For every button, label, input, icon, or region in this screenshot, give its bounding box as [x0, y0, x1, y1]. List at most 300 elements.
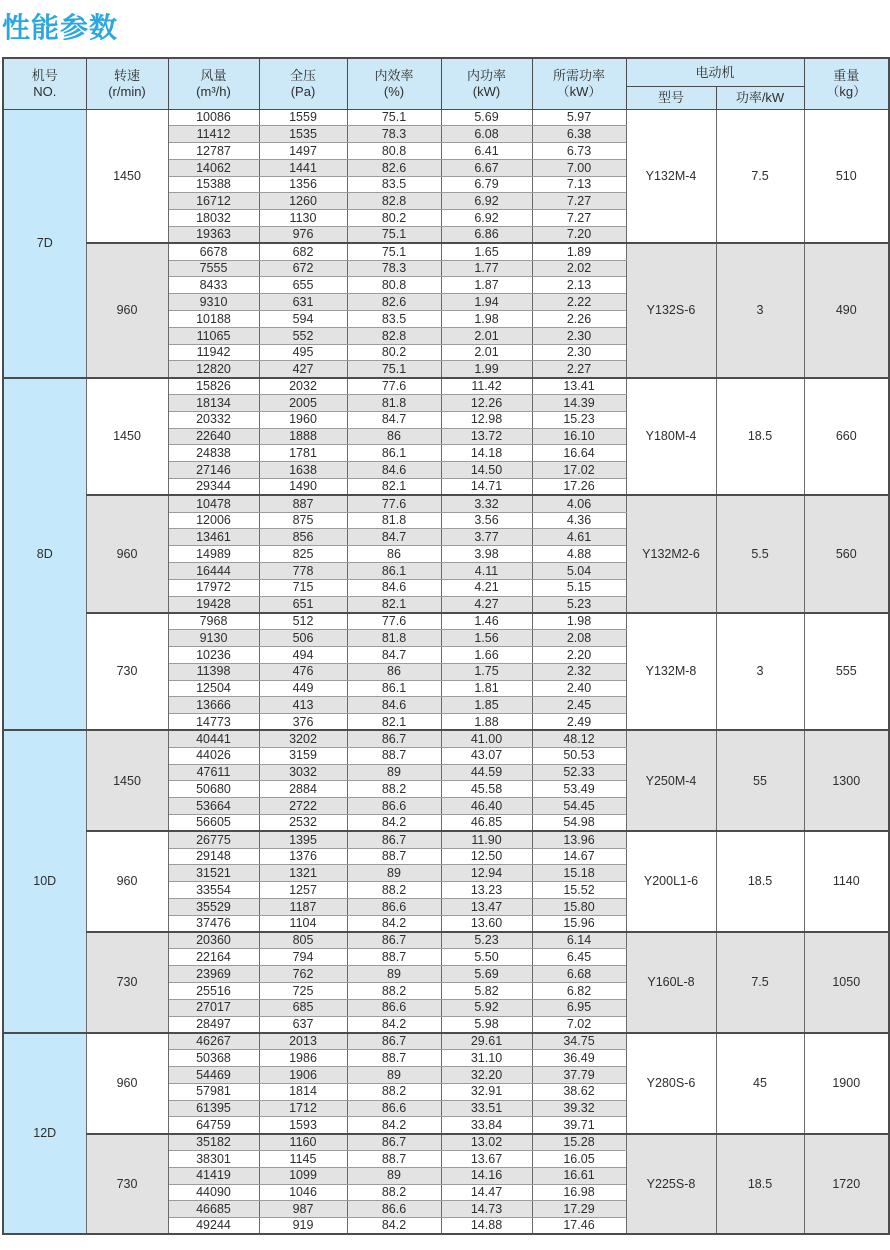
required-power-cell: 50.53 [532, 747, 626, 764]
internal-power-cell: 5.50 [441, 949, 532, 966]
pressure-cell: 805 [259, 932, 347, 949]
required-power-cell: 2.32 [532, 663, 626, 680]
efficiency-cell: 84.6 [347, 697, 441, 714]
airflow-cell: 47611 [168, 764, 259, 781]
efficiency-cell: 82.8 [347, 327, 441, 344]
internal-power-cell: 46.85 [441, 814, 532, 831]
efficiency-cell: 84.6 [347, 579, 441, 596]
weight-cell: 1140 [804, 831, 889, 932]
internal-power-cell: 12.50 [441, 848, 532, 865]
required-power-cell: 17.46 [532, 1218, 626, 1235]
pressure-cell: 3159 [259, 747, 347, 764]
motor-model-cell: Y132M-8 [626, 613, 716, 731]
efficiency-cell: 75.1 [347, 243, 441, 260]
airflow-cell: 10236 [168, 647, 259, 664]
efficiency-cell: 82.6 [347, 294, 441, 311]
internal-power-cell: 3.56 [441, 512, 532, 529]
internal-power-cell: 12.94 [441, 865, 532, 882]
efficiency-cell: 84.7 [347, 647, 441, 664]
motor-power-cell: 5.5 [716, 495, 804, 613]
header-pressure: 全压 (Pa) [259, 58, 347, 109]
efficiency-cell: 86 [347, 428, 441, 445]
efficiency-cell: 86 [347, 546, 441, 563]
motor-model-cell: Y225S-8 [626, 1134, 716, 1235]
internal-power-cell: 5.92 [441, 999, 532, 1016]
internal-power-cell: 14.50 [441, 462, 532, 479]
motor-power-cell: 18.5 [716, 378, 804, 496]
pressure-cell: 1781 [259, 445, 347, 462]
pressure-cell: 1356 [259, 176, 347, 193]
internal-power-cell: 12.98 [441, 411, 532, 428]
airflow-cell: 35182 [168, 1134, 259, 1151]
motor-power-cell: 7.5 [716, 932, 804, 1033]
speed-cell: 730 [86, 1134, 168, 1235]
pressure-cell: 2884 [259, 781, 347, 798]
required-power-cell: 2.40 [532, 680, 626, 697]
internal-power-cell: 4.21 [441, 579, 532, 596]
pressure-cell: 1986 [259, 1050, 347, 1067]
required-power-cell: 5.04 [532, 563, 626, 580]
pressure-cell: 1187 [259, 898, 347, 915]
required-power-cell: 6.14 [532, 932, 626, 949]
required-power-cell: 52.33 [532, 764, 626, 781]
weight-cell: 1050 [804, 932, 889, 1033]
internal-power-cell: 6.92 [441, 193, 532, 210]
pressure-cell: 1814 [259, 1083, 347, 1100]
motor-power-cell: 55 [716, 730, 804, 831]
required-power-cell: 16.61 [532, 1167, 626, 1184]
airflow-cell: 50680 [168, 781, 259, 798]
efficiency-cell: 77.6 [347, 378, 441, 395]
internal-power-cell: 31.10 [441, 1050, 532, 1067]
airflow-cell: 18032 [168, 210, 259, 227]
efficiency-cell: 80.8 [347, 143, 441, 160]
airflow-cell: 46267 [168, 1033, 259, 1050]
required-power-cell: 5.23 [532, 596, 626, 613]
efficiency-cell: 88.7 [347, 1150, 441, 1167]
pressure-cell: 449 [259, 680, 347, 697]
motor-model-cell: Y280S-6 [626, 1033, 716, 1134]
internal-power-cell: 1.65 [441, 243, 532, 260]
efficiency-cell: 84.2 [347, 1016, 441, 1033]
pressure-cell: 1593 [259, 1117, 347, 1134]
required-power-cell: 7.13 [532, 176, 626, 193]
efficiency-cell: 86.1 [347, 563, 441, 580]
pressure-cell: 376 [259, 714, 347, 731]
efficiency-cell: 78.3 [347, 260, 441, 277]
airflow-cell: 18134 [168, 395, 259, 412]
efficiency-cell: 86.7 [347, 1134, 441, 1151]
airflow-cell: 35529 [168, 898, 259, 915]
efficiency-cell: 75.1 [347, 227, 441, 244]
required-power-cell: 16.98 [532, 1184, 626, 1201]
pressure-cell: 976 [259, 227, 347, 244]
motor-power-cell: 3 [716, 613, 804, 731]
airflow-cell: 11412 [168, 126, 259, 143]
airflow-cell: 54469 [168, 1066, 259, 1083]
airflow-cell: 25516 [168, 982, 259, 999]
required-power-cell: 16.64 [532, 445, 626, 462]
header-airflow: 风量 (m³/h) [168, 58, 259, 109]
airflow-cell: 9130 [168, 630, 259, 647]
airflow-cell: 61395 [168, 1100, 259, 1117]
airflow-cell: 27017 [168, 999, 259, 1016]
efficiency-cell: 88.7 [347, 848, 441, 865]
airflow-cell: 13461 [168, 529, 259, 546]
required-power-cell: 48.12 [532, 730, 626, 747]
pressure-cell: 495 [259, 344, 347, 361]
required-power-cell: 54.45 [532, 798, 626, 815]
efficiency-cell: 86 [347, 663, 441, 680]
model-no-cell: 8D [3, 378, 86, 731]
efficiency-cell: 89 [347, 1066, 441, 1083]
required-power-cell: 17.29 [532, 1201, 626, 1218]
pressure-cell: 413 [259, 697, 347, 714]
required-power-cell: 15.52 [532, 882, 626, 899]
airflow-cell: 15826 [168, 378, 259, 395]
internal-power-cell: 1.66 [441, 647, 532, 664]
airflow-cell: 64759 [168, 1117, 259, 1134]
efficiency-cell: 82.1 [347, 479, 441, 496]
airflow-cell: 19428 [168, 596, 259, 613]
efficiency-cell: 88.2 [347, 781, 441, 798]
airflow-cell: 50368 [168, 1050, 259, 1067]
pressure-cell: 637 [259, 1016, 347, 1033]
model-no-cell: 10D [3, 730, 86, 1032]
required-power-cell: 6.73 [532, 143, 626, 160]
table-body [3, 109, 889, 1234]
pressure-cell: 1960 [259, 411, 347, 428]
internal-power-cell: 1.81 [441, 680, 532, 697]
airflow-cell: 16712 [168, 193, 259, 210]
airflow-cell: 15388 [168, 176, 259, 193]
efficiency-cell: 77.6 [347, 495, 441, 512]
table-row [3, 109, 889, 126]
pressure-cell: 655 [259, 277, 347, 294]
required-power-cell: 2.30 [532, 327, 626, 344]
required-power-cell: 15.18 [532, 865, 626, 882]
required-power-cell: 4.61 [532, 529, 626, 546]
airflow-cell: 31521 [168, 865, 259, 882]
speed-cell: 960 [86, 243, 168, 377]
internal-power-cell: 1.88 [441, 714, 532, 731]
required-power-cell: 39.71 [532, 1117, 626, 1134]
header-model-no: 机号 NO. [3, 58, 86, 109]
efficiency-cell: 86.6 [347, 798, 441, 815]
pressure-cell: 685 [259, 999, 347, 1016]
required-power-cell: 16.10 [532, 428, 626, 445]
airflow-cell: 8433 [168, 277, 259, 294]
efficiency-cell: 88.7 [347, 747, 441, 764]
pressure-cell: 2032 [259, 378, 347, 395]
internal-power-cell: 13.47 [441, 898, 532, 915]
airflow-cell: 20360 [168, 932, 259, 949]
internal-power-cell: 14.18 [441, 445, 532, 462]
airflow-cell: 28497 [168, 1016, 259, 1033]
efficiency-cell: 84.2 [347, 1218, 441, 1235]
internal-power-cell: 5.98 [441, 1016, 532, 1033]
internal-power-cell: 1.56 [441, 630, 532, 647]
efficiency-cell: 89 [347, 865, 441, 882]
table-row [3, 831, 889, 848]
pressure-cell: 887 [259, 495, 347, 512]
required-power-cell: 36.49 [532, 1050, 626, 1067]
airflow-cell: 46685 [168, 1201, 259, 1218]
airflow-cell: 6678 [168, 243, 259, 260]
pressure-cell: 1099 [259, 1167, 347, 1184]
pressure-cell: 987 [259, 1201, 347, 1218]
internal-power-cell: 32.20 [441, 1066, 532, 1083]
pressure-cell: 1260 [259, 193, 347, 210]
pressure-cell: 1130 [259, 210, 347, 227]
airflow-cell: 57981 [168, 1083, 259, 1100]
internal-power-cell: 6.92 [441, 210, 532, 227]
internal-power-cell: 13.02 [441, 1134, 532, 1151]
efficiency-cell: 89 [347, 966, 441, 983]
efficiency-cell: 84.2 [347, 814, 441, 831]
efficiency-cell: 86.6 [347, 898, 441, 915]
required-power-cell: 2.30 [532, 344, 626, 361]
pressure-cell: 1376 [259, 848, 347, 865]
weight-cell: 560 [804, 495, 889, 613]
airflow-cell: 44026 [168, 747, 259, 764]
airflow-cell: 20332 [168, 411, 259, 428]
weight-cell: 555 [804, 613, 889, 731]
efficiency-cell: 82.8 [347, 193, 441, 210]
pressure-cell: 2005 [259, 395, 347, 412]
internal-power-cell: 11.90 [441, 831, 532, 848]
internal-power-cell: 3.77 [441, 529, 532, 546]
airflow-cell: 22640 [168, 428, 259, 445]
efficiency-cell: 82.1 [347, 596, 441, 613]
pressure-cell: 1906 [259, 1066, 347, 1083]
pressure-cell: 2532 [259, 814, 347, 831]
internal-power-cell: 4.27 [441, 596, 532, 613]
efficiency-cell: 81.8 [347, 395, 441, 412]
header-motor-power: 功率/kW [716, 86, 804, 109]
pressure-cell: 715 [259, 579, 347, 596]
efficiency-cell: 82.1 [347, 714, 441, 731]
efficiency-cell: 89 [347, 1167, 441, 1184]
required-power-cell: 14.39 [532, 395, 626, 412]
airflow-cell: 7968 [168, 613, 259, 630]
required-power-cell: 4.36 [532, 512, 626, 529]
airflow-cell: 12006 [168, 512, 259, 529]
required-power-cell: 6.38 [532, 126, 626, 143]
efficiency-cell: 86.6 [347, 1201, 441, 1218]
motor-model-cell: Y132M2-6 [626, 495, 716, 613]
speed-cell: 1450 [86, 730, 168, 831]
airflow-cell: 40441 [168, 730, 259, 747]
efficiency-cell: 86.1 [347, 445, 441, 462]
airflow-cell: 26775 [168, 831, 259, 848]
required-power-cell: 5.15 [532, 579, 626, 596]
required-power-cell: 2.20 [532, 647, 626, 664]
pressure-cell: 3032 [259, 764, 347, 781]
pressure-cell: 856 [259, 529, 347, 546]
speed-cell: 730 [86, 932, 168, 1033]
header-motor: 电动机 [626, 58, 804, 86]
motor-model-cell: Y160L-8 [626, 932, 716, 1033]
efficiency-cell: 86.7 [347, 831, 441, 848]
header-motor-model: 型号 [626, 86, 716, 109]
weight-cell: 1300 [804, 730, 889, 831]
pressure-cell: 1104 [259, 915, 347, 932]
airflow-cell: 12820 [168, 361, 259, 378]
required-power-cell: 14.67 [532, 848, 626, 865]
internal-power-cell: 4.11 [441, 563, 532, 580]
speed-cell: 960 [86, 1033, 168, 1134]
weight-cell: 490 [804, 243, 889, 377]
pressure-cell: 682 [259, 243, 347, 260]
internal-power-cell: 6.86 [441, 227, 532, 244]
efficiency-cell: 82.6 [347, 159, 441, 176]
airflow-cell: 53664 [168, 798, 259, 815]
motor-power-cell: 7.5 [716, 109, 804, 243]
pressure-cell: 725 [259, 982, 347, 999]
airflow-cell: 22164 [168, 949, 259, 966]
pressure-cell: 919 [259, 1218, 347, 1235]
efficiency-cell: 83.5 [347, 176, 441, 193]
efficiency-cell: 77.6 [347, 613, 441, 630]
required-power-cell: 6.82 [532, 982, 626, 999]
speed-cell: 960 [86, 831, 168, 932]
airflow-cell: 38301 [168, 1150, 259, 1167]
airflow-cell: 29148 [168, 848, 259, 865]
required-power-cell: 37.79 [532, 1066, 626, 1083]
header-efficiency: 内效率 (%) [347, 58, 441, 109]
required-power-cell: 38.62 [532, 1083, 626, 1100]
pressure-cell: 1145 [259, 1150, 347, 1167]
required-power-cell: 2.45 [532, 697, 626, 714]
efficiency-cell: 80.8 [347, 277, 441, 294]
table-row [3, 243, 889, 260]
efficiency-cell: 75.1 [347, 361, 441, 378]
header-weight: 重量 （kg） [804, 58, 889, 109]
airflow-cell: 11398 [168, 663, 259, 680]
required-power-cell: 17.02 [532, 462, 626, 479]
pressure-cell: 1559 [259, 109, 347, 126]
required-power-cell: 15.28 [532, 1134, 626, 1151]
motor-model-cell: Y200L1-6 [626, 831, 716, 932]
airflow-cell: 10086 [168, 109, 259, 126]
airflow-cell: 33554 [168, 882, 259, 899]
efficiency-cell: 86.7 [347, 1033, 441, 1050]
pressure-cell: 651 [259, 596, 347, 613]
airflow-cell: 10188 [168, 311, 259, 328]
internal-power-cell: 14.16 [441, 1167, 532, 1184]
model-no-cell: 12D [3, 1033, 86, 1235]
efficiency-cell: 84.2 [347, 1117, 441, 1134]
airflow-cell: 14062 [168, 159, 259, 176]
required-power-cell: 7.27 [532, 210, 626, 227]
required-power-cell: 54.98 [532, 814, 626, 831]
pressure-cell: 1395 [259, 831, 347, 848]
pressure-cell: 552 [259, 327, 347, 344]
required-power-cell: 2.27 [532, 361, 626, 378]
pressure-cell: 825 [259, 546, 347, 563]
internal-power-cell: 5.69 [441, 966, 532, 983]
pressure-cell: 1321 [259, 865, 347, 882]
internal-power-cell: 14.88 [441, 1218, 532, 1235]
required-power-cell: 7.02 [532, 1016, 626, 1033]
internal-power-cell: 13.23 [441, 882, 532, 899]
table-row [3, 1134, 889, 1151]
airflow-cell: 27146 [168, 462, 259, 479]
table-row [3, 378, 889, 395]
pressure-cell: 3202 [259, 730, 347, 747]
internal-power-cell: 5.69 [441, 109, 532, 126]
internal-power-cell: 1.98 [441, 311, 532, 328]
efficiency-cell: 81.8 [347, 630, 441, 647]
pressure-cell: 778 [259, 563, 347, 580]
required-power-cell: 2.13 [532, 277, 626, 294]
required-power-cell: 17.26 [532, 479, 626, 496]
efficiency-cell: 88.2 [347, 882, 441, 899]
internal-power-cell: 43.07 [441, 747, 532, 764]
required-power-cell: 4.06 [532, 495, 626, 512]
internal-power-cell: 3.32 [441, 495, 532, 512]
pressure-cell: 875 [259, 512, 347, 529]
efficiency-cell: 86.6 [347, 999, 441, 1016]
required-power-cell: 16.05 [532, 1150, 626, 1167]
pressure-cell: 476 [259, 663, 347, 680]
table-header [3, 58, 889, 109]
pressure-cell: 512 [259, 613, 347, 630]
internal-power-cell: 2.01 [441, 344, 532, 361]
required-power-cell: 2.49 [532, 714, 626, 731]
efficiency-cell: 88.2 [347, 1083, 441, 1100]
internal-power-cell: 5.23 [441, 932, 532, 949]
speed-cell: 1450 [86, 109, 168, 243]
motor-power-cell: 18.5 [716, 831, 804, 932]
airflow-cell: 44090 [168, 1184, 259, 1201]
motor-power-cell: 3 [716, 243, 804, 377]
pressure-cell: 2722 [259, 798, 347, 815]
internal-power-cell: 33.84 [441, 1117, 532, 1134]
required-power-cell: 15.96 [532, 915, 626, 932]
internal-power-cell: 13.60 [441, 915, 532, 932]
pressure-cell: 1490 [259, 479, 347, 496]
pressure-cell: 631 [259, 294, 347, 311]
weight-cell: 1720 [804, 1134, 889, 1235]
internal-power-cell: 5.82 [441, 982, 532, 999]
efficiency-cell: 84.7 [347, 411, 441, 428]
table-row [3, 932, 889, 949]
airflow-cell: 10478 [168, 495, 259, 512]
internal-power-cell: 13.72 [441, 428, 532, 445]
efficiency-cell: 80.2 [347, 210, 441, 227]
speed-cell: 1450 [86, 378, 168, 496]
efficiency-cell: 86.7 [347, 932, 441, 949]
efficiency-cell: 75.1 [347, 109, 441, 126]
required-power-cell: 53.49 [532, 781, 626, 798]
efficiency-cell: 80.2 [347, 344, 441, 361]
weight-cell: 510 [804, 109, 889, 243]
efficiency-cell: 89 [347, 764, 441, 781]
airflow-cell: 56605 [168, 814, 259, 831]
table-row [3, 1033, 889, 1050]
airflow-cell: 7555 [168, 260, 259, 277]
motor-power-cell: 45 [716, 1033, 804, 1134]
pressure-cell: 2013 [259, 1033, 347, 1050]
airflow-cell: 19363 [168, 227, 259, 244]
required-power-cell: 2.08 [532, 630, 626, 647]
efficiency-cell: 88.7 [347, 949, 441, 966]
internal-power-cell: 41.00 [441, 730, 532, 747]
model-no-cell: 7D [3, 109, 86, 378]
efficiency-cell: 84.7 [347, 529, 441, 546]
